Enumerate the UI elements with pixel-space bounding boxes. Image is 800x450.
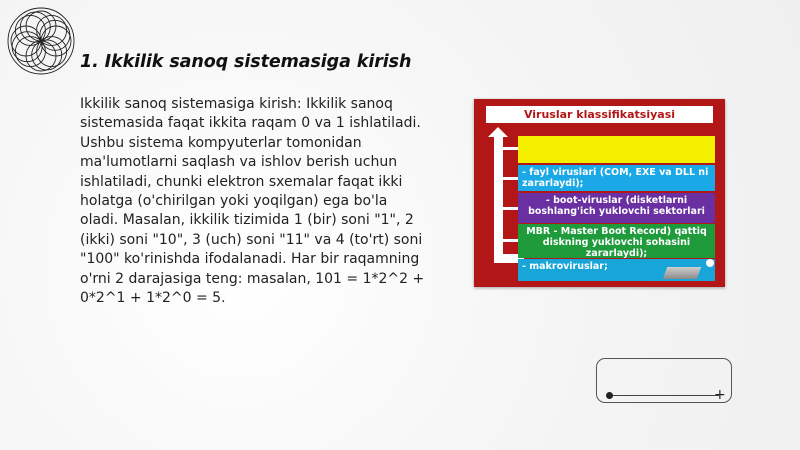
media-position-icon[interactable]: [606, 392, 613, 399]
image-heading: Viruslar klassifikatsiyasi: [486, 106, 713, 123]
arrow-shaft: [494, 135, 503, 263]
decor-dot-icon: [706, 259, 714, 267]
slide-body-text: Ikkilik sanoq sistemasiga kirish: Ikkilik sanoq sistemasida faqat ikkita raqam 0 va 1 ishlatiladi. Ushbu sistema kompyuterlar tomonidan ma'lumotlarni saqlash va ishlov berish uchun ishlatiladi, chunki elektron sxemalar faqat ikki holatga (o'chirilgan yoki yoqilgan) ega bo'la oladi. Masalan, ikkilik tizimida 1 (bir) soni "1", 2 (ikki) soni "10", 3 (uch) soni "11" va 4 (to'rt) soni "100" ko'rinishda ifodalanadi. Har bir raqamning o'rni 2 darajasiga teng: masalan, 101 = 1*2^2 + 0*2^1 + 1*2^0 = 5.: [80, 96, 425, 307]
connector-tick: [503, 239, 519, 242]
image-item-file-viruses: - fayl viruslari (COM, EXE va DLL ni zararlaydi);: [518, 165, 715, 191]
image-item-yellow: [518, 136, 715, 163]
media-seek-track[interactable]: [609, 395, 719, 396]
image-item-macroviruses: - makroviruslar;: [518, 259, 715, 281]
connector-tick: [503, 207, 519, 210]
virus-classification-image: [474, 99, 725, 287]
slide-title: 1. Ikkilik sanoq sistemasiga kirish: [80, 52, 412, 72]
image-item-boot-viruses: - boot-viruslar (disketlarni boshlang'ich yuklovchi sektorlari: [518, 193, 715, 223]
spirograph-logo-icon: [4, 4, 78, 78]
image-item-mbr: MBR - Master Boot Record) qattiq diskning yuklovchi sohasini zararlaydi);: [518, 224, 715, 258]
laptop-icon: [663, 267, 701, 279]
connector-tick: [503, 177, 519, 180]
plus-icon[interactable]: +: [714, 387, 726, 403]
connector-tick: [503, 147, 519, 150]
media-player-control[interactable]: [596, 358, 732, 403]
